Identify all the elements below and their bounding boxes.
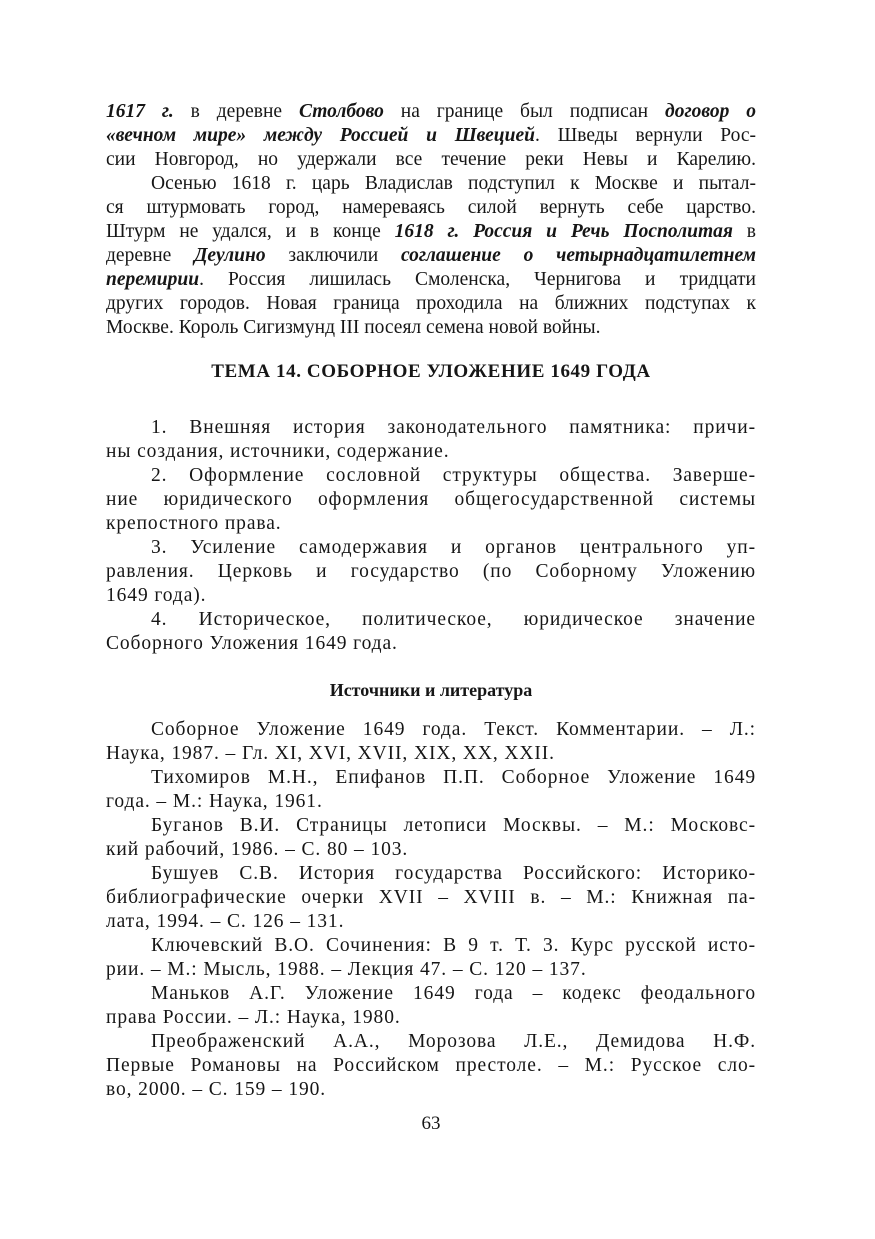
source-line: Соборное Уложение 1649 года. Текст. Комментарии. – Л.: xyxy=(151,719,756,740)
source-line: Наука, 1987. – Гл. XI, XVI, XVII, XIX, XX, XXII. xyxy=(106,743,555,764)
topic-line: крепостного права. xyxy=(106,513,282,534)
topic-line: 4. Историческое, политическое, юридическое значение xyxy=(151,609,756,630)
emphasis: Деулино xyxy=(194,245,266,266)
body-line: ся штурмовать город, намереваясь силой вернуть себе царство. xyxy=(106,197,756,218)
source-line: Тихомиров М.Н., Епифанов П.П. Соборное Уложение 1649 xyxy=(151,767,756,788)
emphasis: 1618 г. Россия и Речь Посполитая xyxy=(394,221,733,242)
topic-line: равления. Церковь и государство (по Соборному Уложению xyxy=(106,561,756,582)
source-line: библиографические очерки XVII – XVIII в. – М.: Книжная па- xyxy=(106,887,756,908)
source-line: Буганов В.И. Страницы летописи Москвы. – М.: Московс- xyxy=(151,815,756,836)
body-line xyxy=(106,124,756,148)
source-line: лата, 1994. – С. 126 – 131. xyxy=(106,911,345,932)
body-line xyxy=(106,100,756,124)
source-line: Бушуев С.В. История государства Российского: Историко- xyxy=(151,863,756,884)
text-run: Штурм не удался, и в конце xyxy=(106,221,395,242)
emphasis: договор о xyxy=(665,101,757,122)
topic-line: 1649 года). xyxy=(106,585,207,606)
emphasis: соглашение о четырнадцатилетнем xyxy=(400,245,756,266)
source-line: кий рабочий, 1986. – С. 80 – 103. xyxy=(106,839,409,860)
topic-line: 1. Внешняя история законодательного памятника: причи- xyxy=(151,417,756,438)
topic-line: Соборного Уложения 1649 года. xyxy=(106,633,398,654)
section-heading: ТЕМА 14. СОБОРНОЕ УЛОЖЕНИЕ 1649 ГОДА xyxy=(211,361,651,382)
topic-line: ны создания, источники, содержание. xyxy=(106,441,450,462)
emphasis: перемирии xyxy=(106,269,200,290)
topic-line: ние юридического оформления общегосударственной системы xyxy=(106,489,756,510)
page-number: 63 xyxy=(421,1113,441,1134)
body-line xyxy=(106,268,756,292)
text-run: деревне xyxy=(106,245,195,266)
source-line: права России. – Л.: Наука, 1980. xyxy=(106,1007,401,1028)
body-line: Москве. Король Сигизмунд III посеял семена новой войны. xyxy=(106,317,601,338)
body-line: других городов. Новая граница проходила на ближних подступах к xyxy=(106,293,756,314)
body-line: сии Новгород, но удержали все течение реки Невы и Карелию. xyxy=(106,149,756,170)
emphasis: 1617 г. xyxy=(106,101,174,122)
emphasis: Столбово xyxy=(298,101,384,122)
body-line xyxy=(106,244,756,268)
topic-line: 2. Оформление сословной структуры общества. Заверше- xyxy=(151,465,756,486)
text-run: в деревне xyxy=(173,101,299,122)
text-run: . Шведы вернули Рос- xyxy=(534,125,756,146)
text-run: на границе был подписан xyxy=(383,101,666,122)
emphasis: «вечном мире» между Россией и Швецией xyxy=(106,125,535,146)
source-line: во, 2000. – С. 159 – 190. xyxy=(106,1079,327,1100)
sources-heading: Источники и литература xyxy=(329,680,533,700)
topic-line: 3. Усиление самодержавия и органов центрального уп- xyxy=(151,537,756,558)
source-line: Ключевский В.О. Сочинения: В 9 т. Т. 3. Курс русской исто- xyxy=(151,935,756,956)
text-run: в xyxy=(732,221,756,242)
body-line xyxy=(106,220,756,244)
text-run: заключили xyxy=(265,245,401,266)
source-line: года. – М.: Наука, 1961. xyxy=(106,791,323,812)
source-line: Первые Романовы на Российском престоле. – М.: Русское сло- xyxy=(106,1055,756,1076)
body-line: Осенью 1618 г. царь Владислав подступил к Москве и пытал- xyxy=(151,173,756,194)
source-line: Маньков А.Г. Уложение 1649 года – кодекс феодального xyxy=(151,983,756,1004)
text-run: . Россия лишилась Смоленска, Чернигова и тридцати xyxy=(199,269,756,290)
source-line: рии. – М.: Мысль, 1988. – Лекция 47. – С. 120 – 137. xyxy=(106,959,587,980)
source-line: Преображенский А.А., Морозова Л.Е., Демидова Н.Ф. xyxy=(151,1031,756,1052)
